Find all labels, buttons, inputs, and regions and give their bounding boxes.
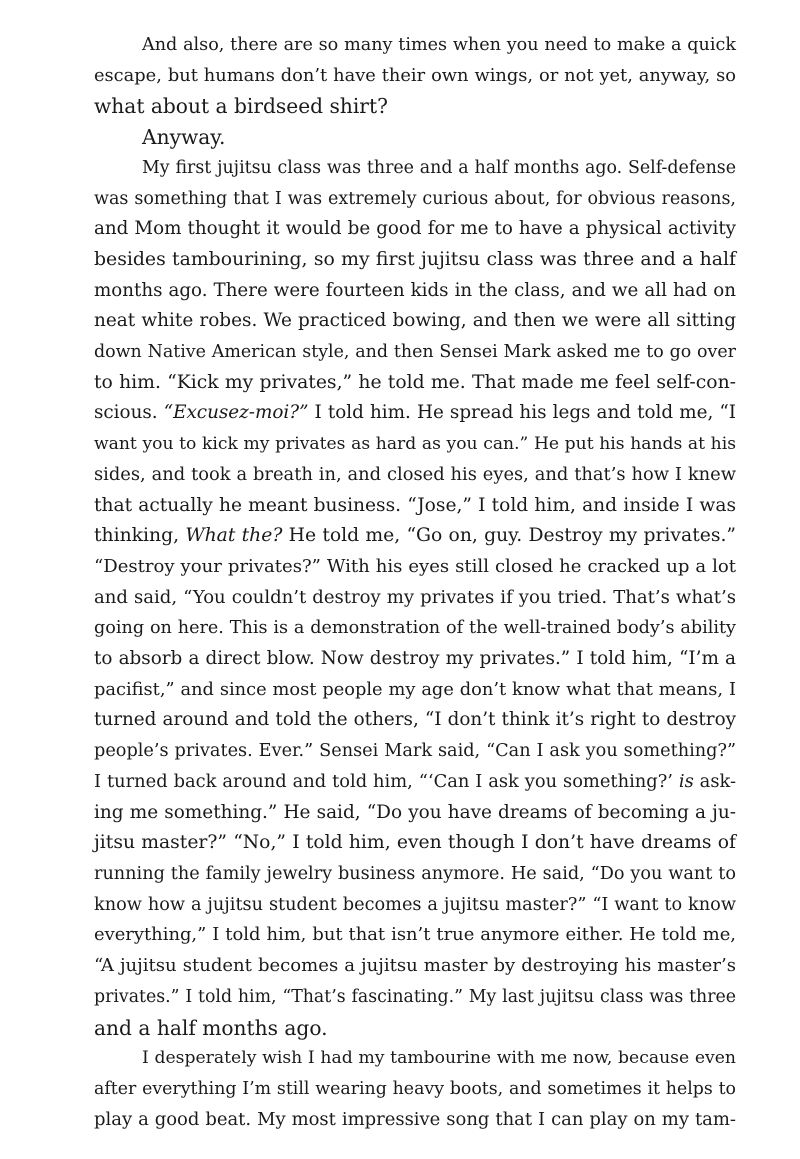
text-line: and said, “You couldn’t destroy my privates if you tried. That’s what’s (94, 586, 736, 608)
text-segment: thinking, (94, 525, 186, 547)
text-line: what about a birdseed shirt? (94, 94, 388, 119)
text-line: My first jujitsu class was three and a half months ago. Self-defense (142, 157, 736, 178)
text-line: to him. “Kick my privates,” he told me. That made me feel self-con- (94, 371, 736, 393)
text-line: down Native American style, and then Sensei Mark asked me to go over (94, 342, 736, 363)
text-line: was something that I was extremely curious about, for obvious reasons, (94, 188, 736, 209)
text-segment: ask- (693, 770, 737, 792)
text-line: privates.” I told him, “That’s fascinating.” My last jujitsu class was three (94, 986, 736, 1007)
paragraph (94, 122, 736, 153)
text-line: that actually he meant business. “Jose,” I told him, and inside I was (94, 494, 736, 516)
paragraph (94, 153, 736, 1043)
text-line: Anyway. (142, 125, 226, 150)
text-line: months ago. There were fourteen kids in the class, and we all had on (94, 279, 736, 301)
text-line: pacifist,” and since most people my age don’t know what that means, I (94, 678, 736, 700)
text-line: turned around and told the others, “I don’t think it’s right to destroy (94, 709, 736, 731)
text-line: neat white robes. We practiced bowing, and then we were all sitting (94, 310, 736, 332)
text-line: “Destroy your privates?” With his eyes still closed he cracked up a lot (94, 555, 736, 577)
text-line: sides, and took a breath in, and closed his eyes, and that’s how I knew (94, 463, 736, 485)
text-line: And also, there are so many times when you need to make a quick (142, 35, 736, 55)
text-segment: He told me, “Go on, guy. Destroy my privates.” (282, 525, 736, 547)
text-line: “A jujitsu student becomes a jujitsu master by destroying his master’s (94, 955, 736, 977)
text-line: running the family jewelry business anymore. He said, “Do you want to (94, 863, 736, 884)
text-line: and Mom thought it would be good for me to have a physical activity (94, 218, 736, 240)
body-text (94, 30, 736, 1135)
text-line (94, 398, 736, 429)
text-line: and a half months ago. (94, 1015, 328, 1040)
text-line: ing me something.” He said, “Do you have dreams of becoming a ju- (94, 801, 736, 823)
text-line: to absorb a direct blow. Now destroy my privates.” I told him, “I’m a (94, 648, 736, 670)
paragraph (94, 1043, 736, 1135)
text-line (94, 521, 736, 552)
text-line: escape, but humans don’t have their own wings, or not yet, anyway, so (94, 64, 736, 86)
italic-text: is (678, 770, 694, 792)
text-line: going on here. This is a demonstration of the well-trained body’s ability (94, 618, 736, 639)
text-segment: I told him. He spread his legs and told me, “I (308, 402, 736, 424)
text-line: I desperately wish I had my tambourine with me now, because even (142, 1048, 736, 1069)
text-line: people’s privates. Ever.” Sensei Mark said, “Can I ask you something?” (94, 741, 736, 762)
text-line: know how a jujitsu student becomes a jujitsu master?” “I want to know (94, 894, 736, 915)
text-line: play a good beat. My most impressive song that I can play on my tam- (94, 1108, 736, 1130)
italic-text: What the? (185, 525, 283, 547)
paragraph (94, 30, 736, 122)
text-line: everything,” I told him, but that isn’t true anymore either. He told me, (94, 924, 736, 946)
text-segment: I turned back around and told him, “‘Can I ask you something?’ (94, 770, 679, 792)
text-segment: scious. (94, 402, 164, 424)
text-line: want you to kick my privates as hard as you can.” He put his hands at his (94, 434, 736, 455)
text-line: besides tambourining, so my first jujitsu class was three and a half (94, 248, 736, 270)
text-line: jitsu master?” “No,” I told him, even though I don’t have dreams of (94, 832, 736, 854)
text-line (94, 767, 736, 798)
text-line: after everything I’m still wearing heavy boots, and sometimes it helps to (94, 1078, 736, 1099)
italic-text: “Excusez-moi?” (163, 402, 309, 424)
